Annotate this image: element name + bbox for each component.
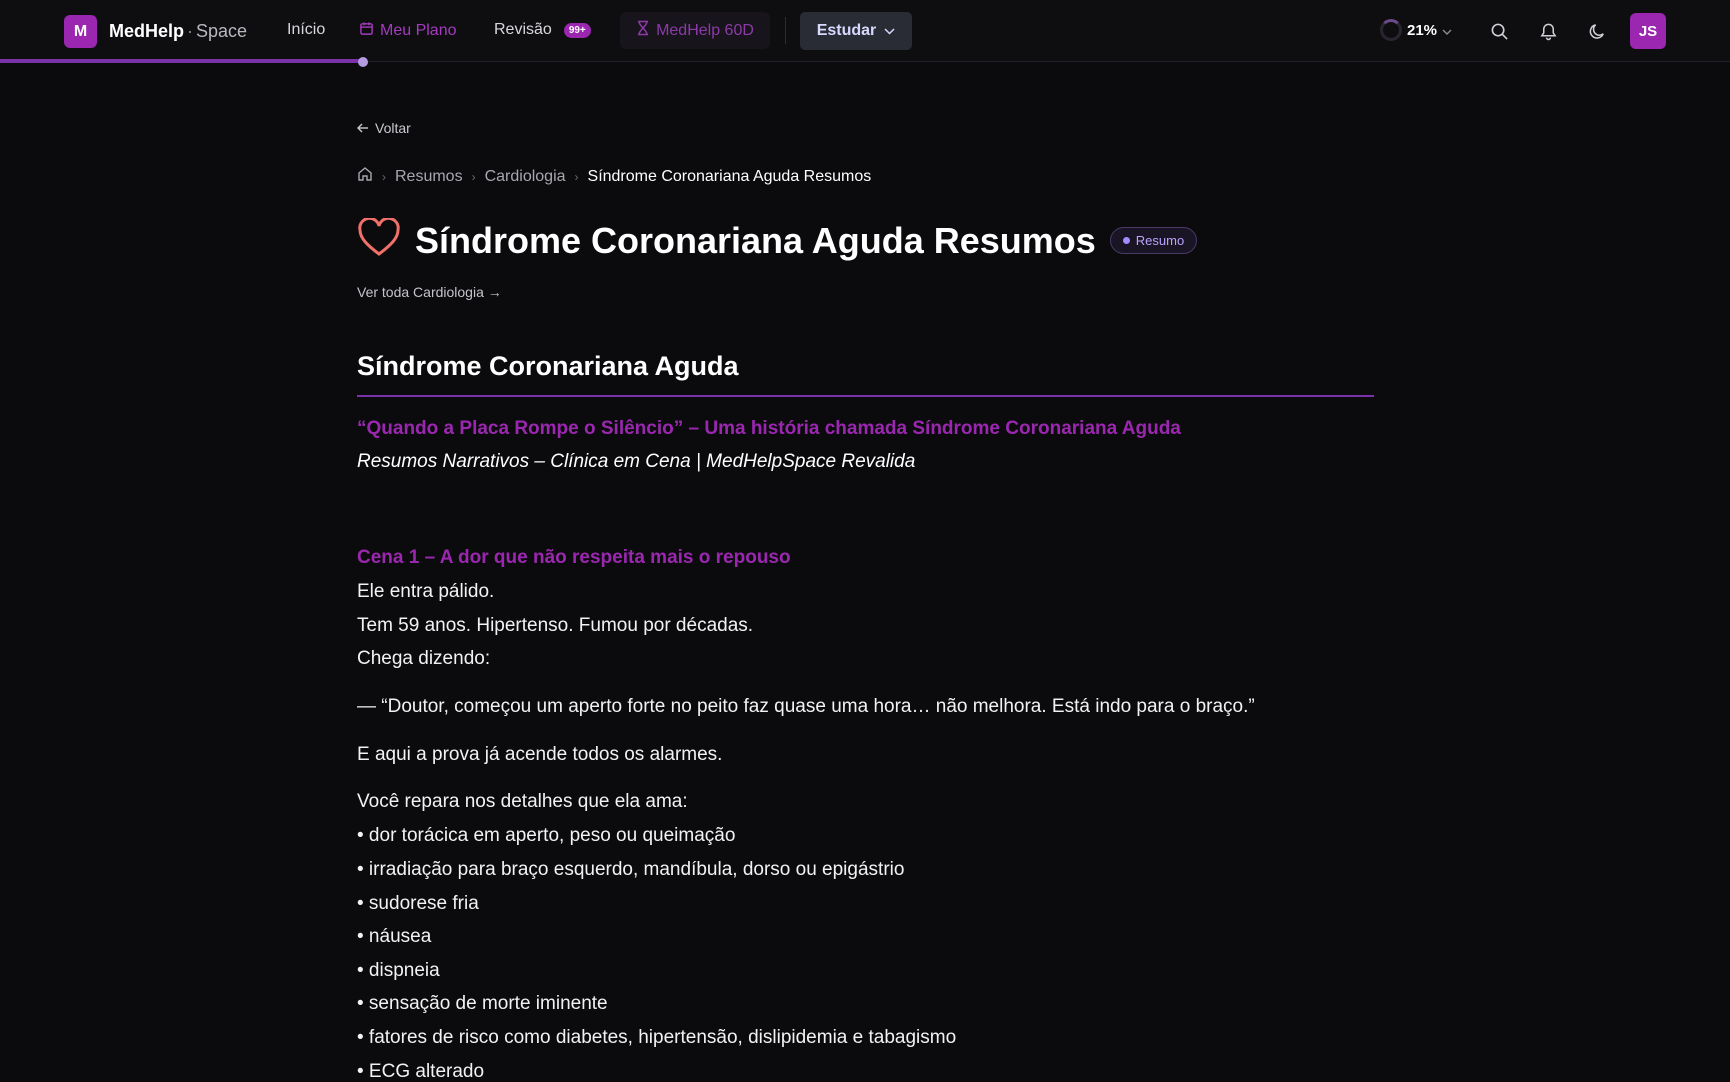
chevron-right-icon: › [382,169,386,184]
page-title: Síndrome Coronariana Aguda Resumos [415,219,1096,261]
back-label: Voltar [375,120,411,136]
details-intro: Você repara nos detalhes que ela ama: [357,791,688,812]
list-item: • sensação de morte iminente [357,993,608,1014]
brand-separator: · [187,21,194,41]
nav-medhelp-60d-label: MedHelp 60D [656,21,754,39]
progress-percent: 21% [1407,21,1438,39]
hourglass-icon [636,20,650,41]
revisao-count-badge: 99+ [564,23,591,38]
bell-icon[interactable] [1536,19,1560,43]
breadcrumb-cardiologia[interactable]: Cardiologia [484,167,566,185]
chevron-right-icon: › [574,169,579,184]
breadcrumb-current: Síndrome Coronariana Aguda Resumos [587,167,872,185]
brand-name[interactable] [109,21,247,42]
search-icon[interactable] [1487,19,1511,43]
scene-line: Tem 59 anos. Hipertenso. Fumou por décadas. [357,615,754,636]
home-icon[interactable] [357,166,373,187]
nav-inicio-label: Início [287,21,326,38]
see-all-cardiologia-link[interactable]: Ver toda Cardiologia → [357,284,502,300]
story-title: “Quando a Placa Rompe o Silêncio” – Uma história chamada Síndrome Coronariana Aguda [357,418,1181,439]
calendar-icon [359,21,374,41]
patient-quote: — “Doutor, começou um aperto forte no peito faz quase uma hora… não melhora. Está indo para o braço.” [357,696,1255,717]
breadcrumb-resumos[interactable]: Resumos [395,167,463,185]
alarm-line: E aqui a prova já acende todos os alarmes. [357,744,723,765]
scene-line: Ele entra pálido. [357,581,495,602]
logo-letter: M [73,22,88,40]
arrow-left-icon [357,120,369,136]
content-type-badge [1110,227,1197,254]
avatar-initials: JS [1638,22,1658,40]
breadcrumb [357,166,871,187]
chevron-down-icon [884,22,895,40]
heading-divider [357,395,1374,397]
study-progress-dropdown[interactable] [1380,19,1452,41]
estudar-dropdown-button[interactable] [800,12,912,50]
list-item: • sudorese fria [357,893,479,914]
back-link[interactable] [357,120,411,136]
nav-revisao-label: Revisão [494,21,552,38]
moon-icon[interactable] [1585,19,1609,43]
nav-medhelp-60d[interactable] [620,12,770,49]
nav-divider [785,17,786,44]
list-item: • dor torácica em aperto, peso ou queimação [357,825,736,846]
reading-progress-handle[interactable] [358,57,368,67]
nav-meu-plano-label: Meu Plano [380,22,457,39]
list-item: • fatores de risco como diabetes, hipertensão, dislipidemia e tabagismo [357,1027,957,1048]
estudar-label: Estudar [816,22,877,39]
list-item: • ECG alterado [357,1061,485,1082]
list-item: • dispneia [357,960,440,981]
brand-main: MedHelp [109,21,185,41]
progress-ring-icon [1380,19,1402,41]
nav-inicio[interactable] [287,21,325,39]
heart-icon[interactable] [357,218,401,263]
scene-line: Chega dizendo: [357,648,491,669]
list-item: • irradiação para braço esquerdo, mandíbula, dorso ou epigástrio [357,859,905,880]
user-avatar[interactable] [1630,13,1666,49]
list-item: • náusea [357,926,432,947]
chevron-right-icon: › [471,169,476,184]
content-type-label: Resumo [1135,233,1185,248]
chevron-down-icon [1442,22,1452,39]
nav-meu-plano[interactable] [359,21,457,41]
brand-suffix: Space [196,21,248,41]
page-title-row [357,218,1197,263]
top-navbar [0,0,1730,62]
badge-dot [1123,237,1130,244]
article-heading: Síndrome Coronariana Aguda [357,351,739,381]
story-subtitle: Resumos Narrativos – Clínica em Cena | MedHelpSpace Revalida [357,451,916,472]
logo[interactable] [64,15,97,48]
nav-revisao[interactable] [494,21,591,39]
reading-progress-bar [0,59,363,63]
scene-title: Cena 1 – A dor que não respeita mais o repouso [357,547,791,568]
